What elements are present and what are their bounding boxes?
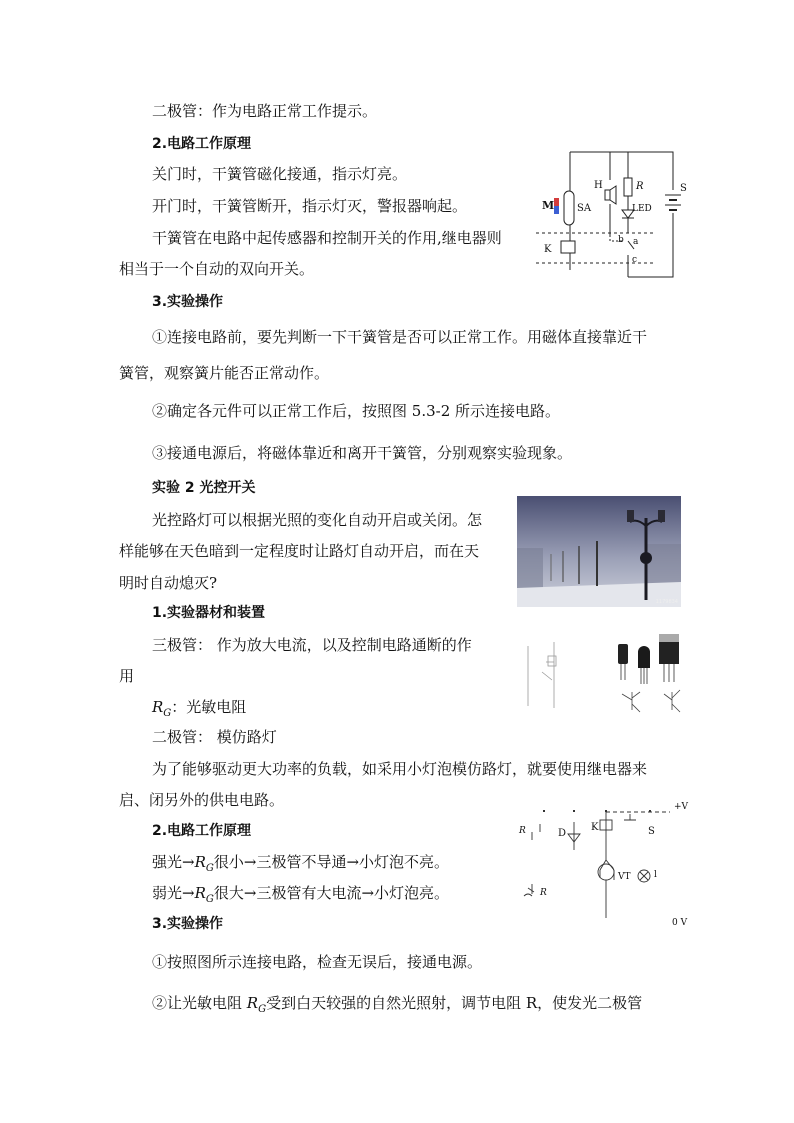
streetlight-photo: [517, 496, 681, 607]
heading-operation: 3.实验操作: [152, 294, 224, 310]
switch-label: S: [680, 183, 687, 194]
reed-switch-circuit-diagram: [528, 145, 694, 285]
weak-light-prefix: 弱光→: [152, 884, 195, 902]
relay-coil-label: K: [544, 244, 552, 255]
weak-rg-symbol: R: [194, 884, 206, 902]
rg-text: ：光敏电阻: [171, 698, 247, 716]
contact-c-label: c: [632, 255, 638, 265]
heading-operation-2: 3.实验操作: [152, 916, 224, 932]
rs-label: R: [540, 888, 547, 898]
op2-rg-symbol: R: [246, 994, 259, 1012]
contact-a-label: a: [633, 237, 639, 247]
weak-light-suffix: 很大→三极管有大电流→小灯泡亮。: [213, 884, 450, 902]
vplus-label: +V: [674, 802, 689, 812]
step3-text: ③接通电源后，将磁体靠近和离开干簧管，分别观察实验现象。: [152, 444, 573, 462]
strong-rg-symbol: R: [194, 853, 206, 871]
heading-circuit-principle: 2.电路工作原理: [152, 136, 252, 152]
led-label: LED: [632, 204, 652, 214]
zero-volt-label: 0 V: [672, 918, 688, 928]
contact-b-label: b: [618, 235, 624, 245]
transistor-line1: 三极管： 作为放大电流，以及控制电路通断的作: [152, 636, 472, 654]
op2-suffix: 受到白天较强的自然光照射，调节电阻 R，使发光二极管: [266, 994, 643, 1012]
sa-label: SA: [577, 203, 592, 214]
strong-light-prefix: 强光→: [152, 853, 195, 871]
close-door-text: 关门时，干簧管磁化接通，指示灯亮。: [152, 165, 408, 183]
diode-description: 二极管：作为电路正常工作提示。: [152, 102, 378, 120]
rg-symbol: R: [152, 698, 164, 716]
buzzer-label: H: [594, 180, 603, 191]
strong-light-text: [152, 852, 449, 879]
r1-label: R: [519, 826, 526, 836]
relay-line2: 启、闭另外的供电电路。: [119, 791, 285, 809]
diode-d-label: D: [558, 828, 567, 839]
rg-description: [152, 697, 246, 724]
weak-light-text: [152, 883, 449, 910]
switch-s-label: S: [648, 826, 655, 837]
op2-prefix: ②让光敏电阻: [152, 994, 247, 1012]
diode-streetlight-text: 二极管： 模仿路灯: [152, 728, 277, 746]
intro-line3: 明时自动熄灭?: [119, 574, 218, 592]
strong-light-suffix: 很小→三极管不导通→小灯泡不亮。: [213, 853, 450, 871]
relay-k-label: K: [591, 822, 599, 833]
reed-role-text-2: 相当于一个自动的双向开关。: [119, 260, 315, 278]
step2-text: ②确定各元件可以正常工作后，按照图 5.3-2 所示连接电路。: [152, 402, 561, 420]
intro-line1: 光控路灯可以根据光照的变化自动开启或关闭。怎: [152, 511, 483, 529]
weak-rg-subscript: G: [205, 894, 214, 905]
photo-caption: 1179834: [655, 599, 678, 605]
operation-step2: [152, 993, 642, 1020]
heading-equipment: 1.实验器材和装置: [152, 605, 266, 621]
magnet-label: M: [542, 199, 555, 212]
step1-line1: ①连接电路前，要先判断一下干簧管是否可以正常工作。用磁体直接靠近干: [152, 328, 648, 346]
resistor-label: R: [636, 181, 644, 192]
vt-label: VT: [618, 872, 631, 882]
light-control-circuit-diagram: [514, 800, 694, 930]
transistor-components-figure: [514, 632, 692, 718]
experiment2-title: 实验 2 光控开关: [152, 480, 256, 496]
strong-rg-subscript: G: [205, 863, 214, 874]
heading-principle-2: 2.电路工作原理: [152, 823, 252, 839]
op2-rg-subscript: G: [258, 1004, 267, 1015]
reed-role-text-1: 干簧管在电路中起传感器和控制开关的作用,继电器则: [152, 229, 502, 247]
operation-step1: ①按照图所示连接电路，检查无误后，接通电源。: [152, 953, 483, 971]
open-door-text: 开门时，干簧管断开，指示灯灭，警报器响起。: [152, 197, 468, 215]
rg-subscript: G: [163, 708, 172, 719]
step1-line2: 簧管，观察簧片能否正常动作。: [119, 364, 330, 382]
intro-line2: 样能够在天色暗到一定程度时让路灯自动开启，而在天: [119, 542, 480, 560]
transistor-line2: 用: [119, 667, 135, 685]
relay-line1: 为了能够驱动更大功率的负载，如采用小灯泡模仿路灯，就要使用继电器来: [152, 760, 648, 778]
lamp-label: l: [654, 870, 657, 880]
